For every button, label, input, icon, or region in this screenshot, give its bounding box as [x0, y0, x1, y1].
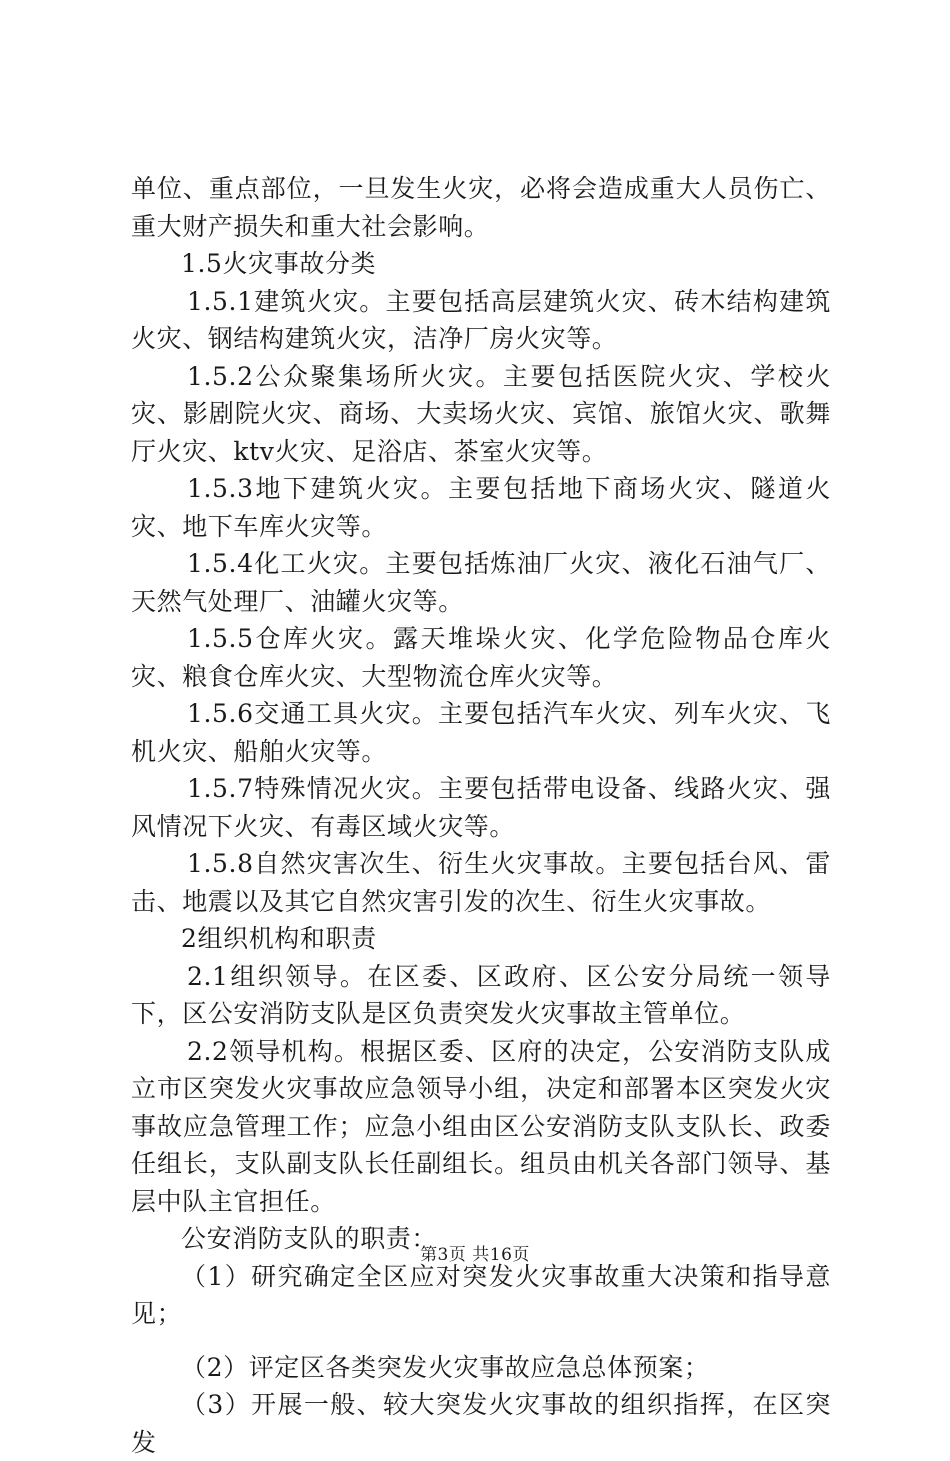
- duty-item-2: （2）评定区各类突发火灾事故应急总体预案；: [181, 1352, 710, 1382]
- duty-item-1: （1）研究确定全区应对突发火灾事故重大决策和指导意见；: [131, 1261, 831, 1328]
- section-heading-2: 2组织机构和职责: [181, 924, 377, 953]
- paragraph-2-1: 2.1组织领导。在区委、区政府、区公安分局统一领导下，区公安消防支队是区负责突发火灾事故主管单位。: [131, 961, 831, 1028]
- section-heading-1-5: 1.5火灾事故分类: [181, 249, 377, 278]
- paragraph-1-5-2: 1.5.2公众聚集场所火灾。主要包括医院火灾、学校火灾、影剧院火灾、商场、大卖场火灾、宾馆、旅馆火灾、歌舞厅火灾、ktv火灾、足浴店、茶室火灾等。: [131, 361, 831, 466]
- paragraph-1-5-8: 1.5.8自然灾害次生、衍生火灾事故。主要包括台风、雷击、地震以及其它自然灾害引发的次生、衍生火灾事故。: [131, 849, 831, 916]
- duty-item-3: （3）开展一般、较大突发火灾事故的组织指挥，在区突发: [131, 1390, 831, 1457]
- page-footer: 第3页 共16页: [420, 1245, 530, 1265]
- paragraph-1-5-7: 1.5.7特殊情况火灾。主要包括带电设备、线路火灾、强风情况下火灾、有毒区域火灾等。: [131, 774, 831, 841]
- paragraph-1-5-1: 1.5.1建筑火灾。主要包括高层建筑火灾、砖木结构建筑火灾、钢结构建筑火灾，洁净厂房火灾等。: [131, 286, 831, 353]
- paragraph-continuation: 单位、重点部位，一旦发生火灾，必将会造成重大人员伤亡、重大财产损失和重大社会影响。: [131, 174, 831, 241]
- paragraph-1-5-5: 1.5.5仓库火灾。露天堆垛火灾、化学危险物品仓库火灾、粮食仓库火灾、大型物流仓库火灾等。: [131, 624, 831, 691]
- document-body: [131, 170, 831, 1461]
- paragraph-1-5-6: 1.5.6交通工具火灾。主要包括汽车火灾、列车火灾、飞机火灾、船舶火灾等。: [131, 699, 831, 766]
- paragraph-1-5-4: 1.5.4化工火灾。主要包括炼油厂火灾、液化石油气厂、天然气处理厂、油罐火灾等。: [131, 549, 831, 616]
- paragraph-1-5-3: 1.5.3地下建筑火灾。主要包括地下商场火灾、隧道火灾、地下车库火灾等。: [131, 474, 831, 541]
- paragraph-2-2: 2.2领导机构。根据区委、区府的决定，公安消防支队成立市区突发火灾事故应急领导小组，决定和部署本区突发火灾事故应急管理工作；应急小组由区公安消防支队支队长、政委任组长，支队副支队长任副组长。组员由机关各部门领导、基层中队主官担任。: [131, 1036, 831, 1216]
- duties-heading: 公安消防支队的职责：: [181, 1224, 438, 1253]
